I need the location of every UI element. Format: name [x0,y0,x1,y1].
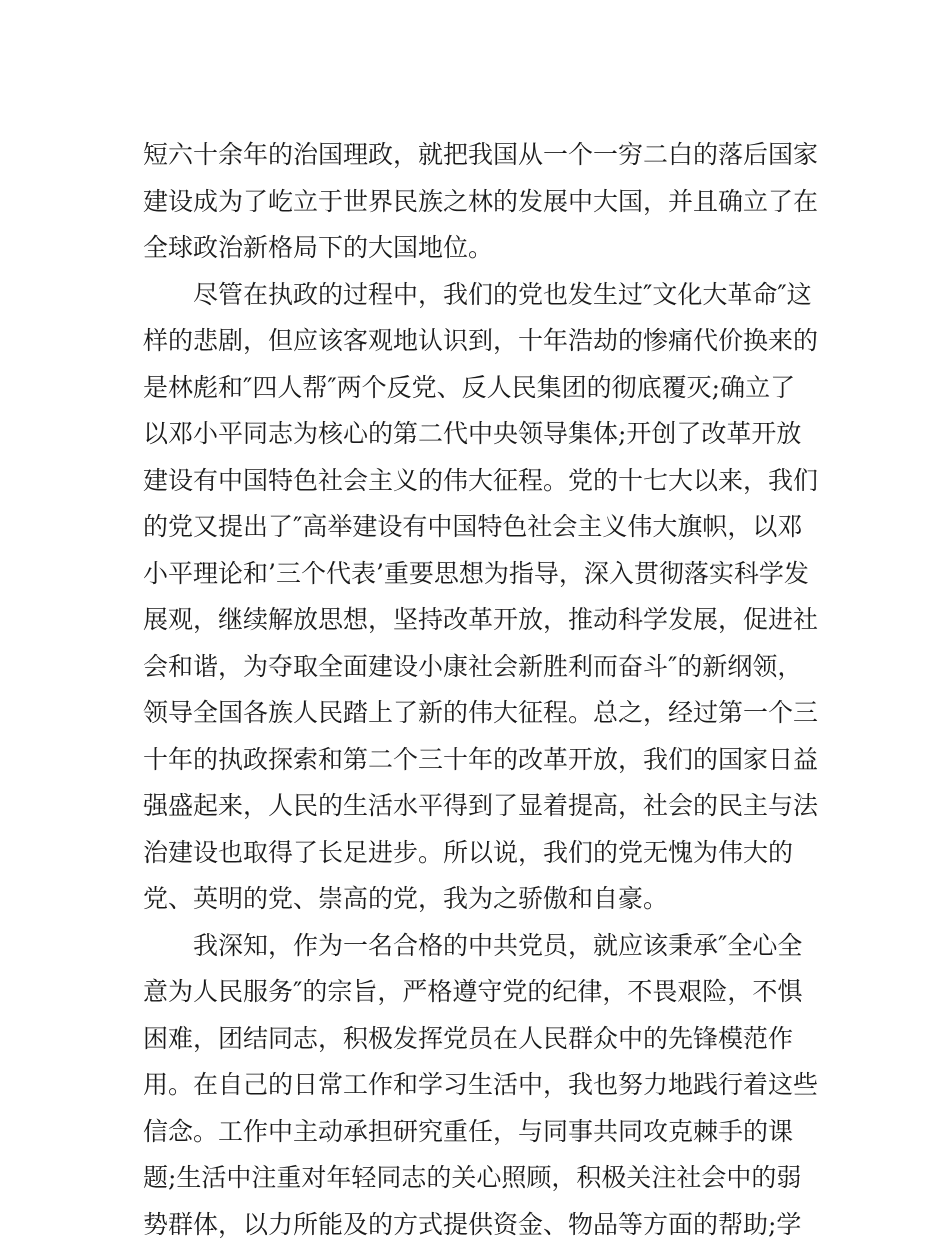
text-line: 领导全国各族人民踏上了新的伟大征程。总之，经过第一个三 [143,690,813,737]
text-line: 我深知，作为一名合格的中共党员，就应该秉承″全心全 [143,923,813,970]
document-body [143,132,813,1248]
text-line: 展观，继续解放思想，坚持改革开放，推动科学发展，促进社 [143,597,813,644]
text-line: 以邓小平同志为核心的第二代中央领导集体;开创了改革开放 [143,411,813,458]
text-line: 全球政治新格局下的大国地位。 [143,225,813,272]
text-line: 小平理论和’三个代表’重要思想为指导，深入贯彻落实科学发 [143,551,813,598]
text-line: 题;生活中注重对年轻同志的关心照顾，积极关注社会中的弱 [143,1155,813,1202]
text-line: 建设成为了屹立于世界民族之林的发展中大国，并且确立了在 [143,179,813,226]
text-line: 强盛起来，人民的生活水平得到了显着提高，社会的民主与法 [143,783,813,830]
text-line: 用。在自己的日常工作和学习生活中，我也努力地践行着这些 [143,1062,813,1109]
text-line: 样的悲剧，但应该客观地认识到，十年浩劫的惨痛代价换来的 [143,318,813,365]
text-line: 十年的执政探索和第二个三十年的改革开放，我们的国家日益 [143,737,813,784]
text-line: 困难，团结同志，积极发挥党员在人民群众中的先锋模范作 [143,1016,813,1063]
paragraph-1 [143,132,813,272]
text-line: 会和谐，为夺取全面建设小康社会新胜利而奋斗″的新纲领， [143,644,813,691]
paragraph-3 [143,923,813,1248]
paragraph-2 [143,272,813,923]
text-line: 信念。工作中主动承担研究重任，与同事共同攻克棘手的课 [143,1109,813,1156]
text-line: 建设有中国特色社会主义的伟大征程。党的十七大以来，我们 [143,458,813,505]
text-line: 党、英明的党、崇高的党，我为之骄傲和自豪。 [143,876,813,923]
text-line: 治建设也取得了长足进步。所以说，我们的党无愧为伟大的 [143,830,813,877]
text-line: 势群体，以力所能及的方式提供资金、物品等方面的帮助;学 [143,1202,813,1248]
text-line: 意为人民服务″的宗旨，严格遵守党的纪律，不畏艰险，不惧 [143,969,813,1016]
text-line: 短六十余年的治国理政，就把我国从一个一穷二白的落后国家 [143,132,813,179]
text-line: 尽管在执政的过程中，我们的党也发生过″文化大革命″这 [143,272,813,319]
text-line: 的党又提出了″高举建设有中国特色社会主义伟大旗帜，以邓 [143,504,813,551]
text-line: 是林彪和″四人帮″两个反党、反人民集团的彻底覆灭;确立了 [143,365,813,412]
